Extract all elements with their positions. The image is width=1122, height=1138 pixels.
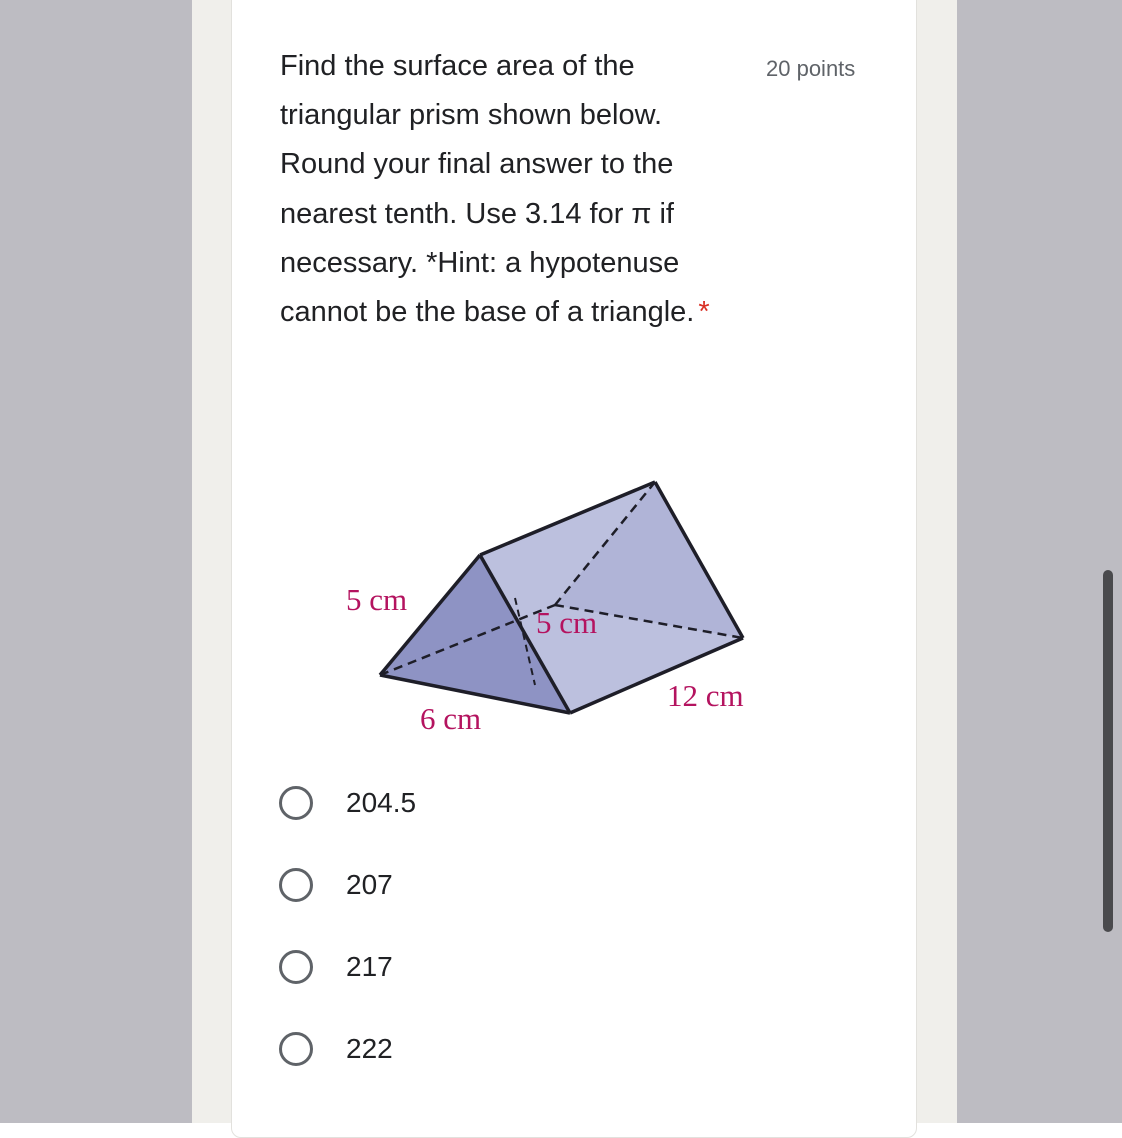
option-222[interactable] [279, 1019, 679, 1079]
radio-button[interactable] [279, 1032, 313, 1066]
points-label: 20 points [766, 56, 856, 81]
option-204-5[interactable] [279, 773, 679, 833]
required-asterisk: * [698, 296, 710, 329]
scrollbar-thumb[interactable] [1103, 570, 1113, 932]
triangular-prism-figure [330, 470, 780, 740]
label-slant-side: 5 cm [346, 582, 408, 617]
right-margin [957, 0, 1122, 1123]
left-margin [0, 0, 192, 1123]
radio-button[interactable] [279, 868, 313, 902]
question-text [280, 42, 750, 337]
radio-button[interactable] [279, 786, 313, 820]
question-prompt: Find the surface area of the triangular prism shown below. Round your final answer to the nearest tenth. Use 3.14 for π if necessary. *Hint: a hypotenuse cannot be the base of a triangle. [280, 50, 695, 329]
radio-button[interactable] [279, 950, 313, 984]
label-base: 6 cm [420, 701, 482, 736]
option-207[interactable] [279, 855, 679, 915]
option-label: 207 [346, 869, 393, 900]
option-label: 222 [346, 1033, 393, 1064]
label-height: 5 cm [536, 605, 598, 640]
prism-diagram [330, 470, 780, 740]
option-label: 217 [346, 951, 393, 982]
option-label: 204.5 [346, 787, 417, 818]
label-length: 12 cm [667, 678, 744, 713]
option-217[interactable] [279, 937, 679, 997]
